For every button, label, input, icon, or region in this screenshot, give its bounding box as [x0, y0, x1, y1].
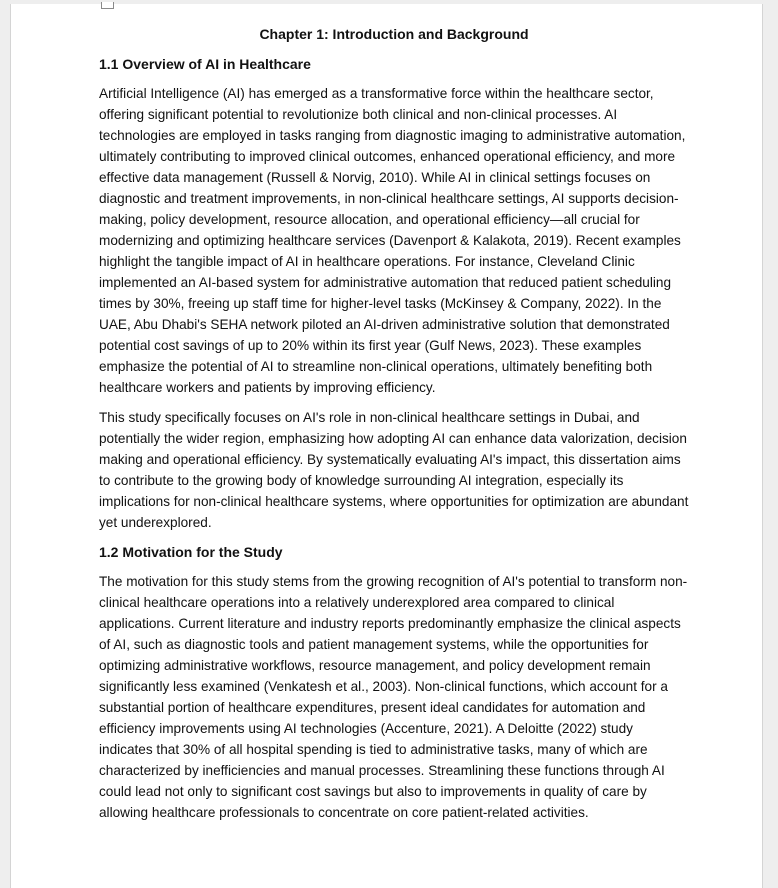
section-heading-motivation: 1.2 Motivation for the Study	[99, 544, 283, 560]
paragraph-overview-2: This study specifically focuses on AI's role in non-clinical healthcare settings in Dubai, and potentially the wider region, emphasizing how adopting AI can enhance data valorization, decision making and operational efficiency. By systematically evaluating AI's impact, this dissertation aims to contribute to the growing body of knowledge surrounding AI integration, especially its implications for non-clinical healthcare systems, where opportunities for optimization are abundant yet underexplored.	[99, 410, 689, 530]
paragraph-overview-1: Artificial Intelligence (AI) has emerged as a transformative force within the healthcare sector, offering significant potential to revolutionize both clinical and non-clinical processes. AI technologies are employed in tasks ranging from diagnostic imaging to administrative automation, ultimately contributing to improved clinical outcomes, enhanced operational efficiency, and more effective data management (Russell & Norvig, 2010). While AI in clinical settings focuses on diagnostic and treatment improvements, in non-clinical healthcare settings, AI supports decision-making, policy development, resource allocation, and operational efficiency—all crucial for modernizing and optimizing healthcare services (Davenport & Kalakota, 2019). Recent examples highlight the tangible impact of AI in healthcare operations. For instance, Cleveland Clinic implemented an AI-based system for administrative automation that reduced patient scheduling times by 30%, freeing up staff time for higher-level tasks (McKinsey & Company, 2022). In the UAE, Abu Dhabi's SEHA network piloted an AI-driven administrative solution that demonstrated potential cost savings of up to 20% within its first year (Gulf News, 2023). These examples emphasize the potential of AI to streamline non-clinical operations, ultimately benefiting both healthcare workers and patients by improving efficiency.	[99, 86, 686, 395]
document-body[interactable]	[99, 24, 689, 832]
text-boundary-corner-mark	[101, 2, 114, 9]
document-page	[10, 4, 763, 888]
paragraph-motivation-1: The motivation for this study stems from the growing recognition of AI's potential to transform non-clinical healthcare operations into a relatively underexplored area compared to clinical applications. Current literature and industry reports predominantly emphasize the clinical aspects of AI, such as diagnostic tools and patient management systems, while the opportunities for optimizing administrative workflows, resource management, and policy development remain significantly less examined (Venkatesh et al., 2003). Non-clinical functions, which account for a substantial portion of healthcare expenditures, present ideal candidates for automation and efficiency improvements using AI technologies (Accenture, 2021). A Deloitte (2022) study indicates that 30% of all hospital spending is tied to administrative tasks, many of which are characterized by inefficiencies and manual processes. Streamlining these functions through AI could lead not only to significant cost savings but also to improvements in quality of care by allowing healthcare professionals to concentrate on core patient-related activities.	[99, 574, 688, 820]
section-heading-overview: 1.1 Overview of AI in Healthcare	[99, 56, 311, 72]
chapter-title: Chapter 1: Introduction and Background	[259, 26, 529, 42]
